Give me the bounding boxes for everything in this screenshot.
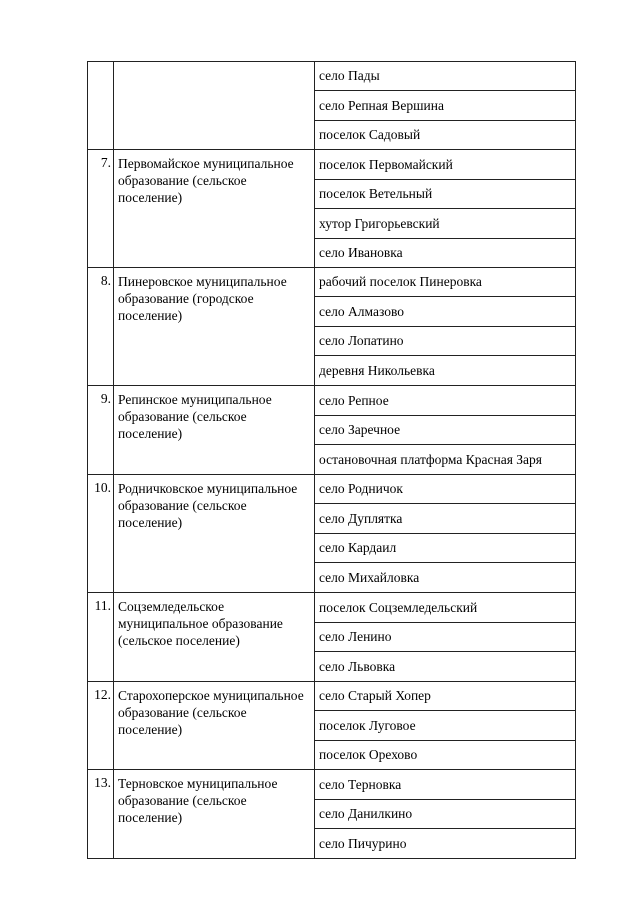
settlements-table	[87, 61, 576, 859]
settlement-name: остановочная платформа Красная Заря	[315, 445, 576, 475]
settlement-name: село Заречное	[315, 416, 576, 445]
settlement-name: село Алмазово	[315, 297, 576, 327]
table-row	[88, 386, 576, 416]
settlement-name: село Репная Вершина	[315, 91, 576, 121]
settlement-name: село Ивановка	[315, 239, 576, 268]
settlement-name: поселок Луговое	[315, 711, 576, 741]
settlement-name: село Старый Хопер	[315, 682, 576, 711]
settlement-name: село Львовка	[315, 652, 576, 682]
municipality-name: Терновское муниципальное образование (сельское поселение)	[114, 770, 315, 859]
settlement-name: село Пады	[315, 62, 576, 91]
table-row	[88, 150, 576, 180]
row-number: 12.	[88, 682, 114, 770]
row-number	[88, 62, 114, 150]
settlement-name: поселок Садовый	[315, 121, 576, 150]
settlements-table-body	[88, 62, 576, 859]
settlement-name: хутор Григорьевский	[315, 209, 576, 239]
settlement-name: село Терновка	[315, 770, 576, 800]
municipality-name	[114, 62, 315, 150]
row-number: 7.	[88, 150, 114, 268]
settlement-name: рабочий поселок Пинеровка	[315, 268, 576, 297]
settlement-name: поселок Ветельный	[315, 180, 576, 209]
settlement-name: село Данилкино	[315, 800, 576, 829]
table-row	[88, 268, 576, 297]
settlement-name: деревня Никольевка	[315, 356, 576, 386]
settlement-name: село Лопатино	[315, 327, 576, 356]
municipality-name: Первомайское муниципальное образование (сельское поселение)	[114, 150, 315, 268]
settlement-name: село Михайловка	[315, 563, 576, 593]
settlement-name: село Репное	[315, 386, 576, 416]
settlement-name: село Кардаил	[315, 534, 576, 563]
table-row	[88, 593, 576, 623]
settlement-name: поселок Орехово	[315, 741, 576, 770]
settlement-name: поселок Первомайский	[315, 150, 576, 180]
municipality-name: Родничковское муниципальное образование (сельское поселение)	[114, 475, 315, 593]
table-row	[88, 770, 576, 800]
row-number: 11.	[88, 593, 114, 682]
table-row	[88, 475, 576, 504]
municipality-name: Соцземледельское муниципальное образование (сельское поселение)	[114, 593, 315, 682]
settlement-name: село Родничок	[315, 475, 576, 504]
municipality-name: Репинское муниципальное образование (сельское поселение)	[114, 386, 315, 475]
row-number: 10.	[88, 475, 114, 593]
settlement-name: село Пичурино	[315, 829, 576, 859]
row-number: 13.	[88, 770, 114, 859]
settlement-name: село Ленино	[315, 623, 576, 652]
settlement-name: поселок Соцземледельский	[315, 593, 576, 623]
row-number: 9.	[88, 386, 114, 475]
municipality-name: Старохоперское муниципальное образование (сельское поселение)	[114, 682, 315, 770]
table-row	[88, 682, 576, 711]
municipality-name: Пинеровское муниципальное образование (городское поселение)	[114, 268, 315, 386]
table-row	[88, 62, 576, 91]
settlement-name: село Дуплятка	[315, 504, 576, 534]
row-number: 8.	[88, 268, 114, 386]
